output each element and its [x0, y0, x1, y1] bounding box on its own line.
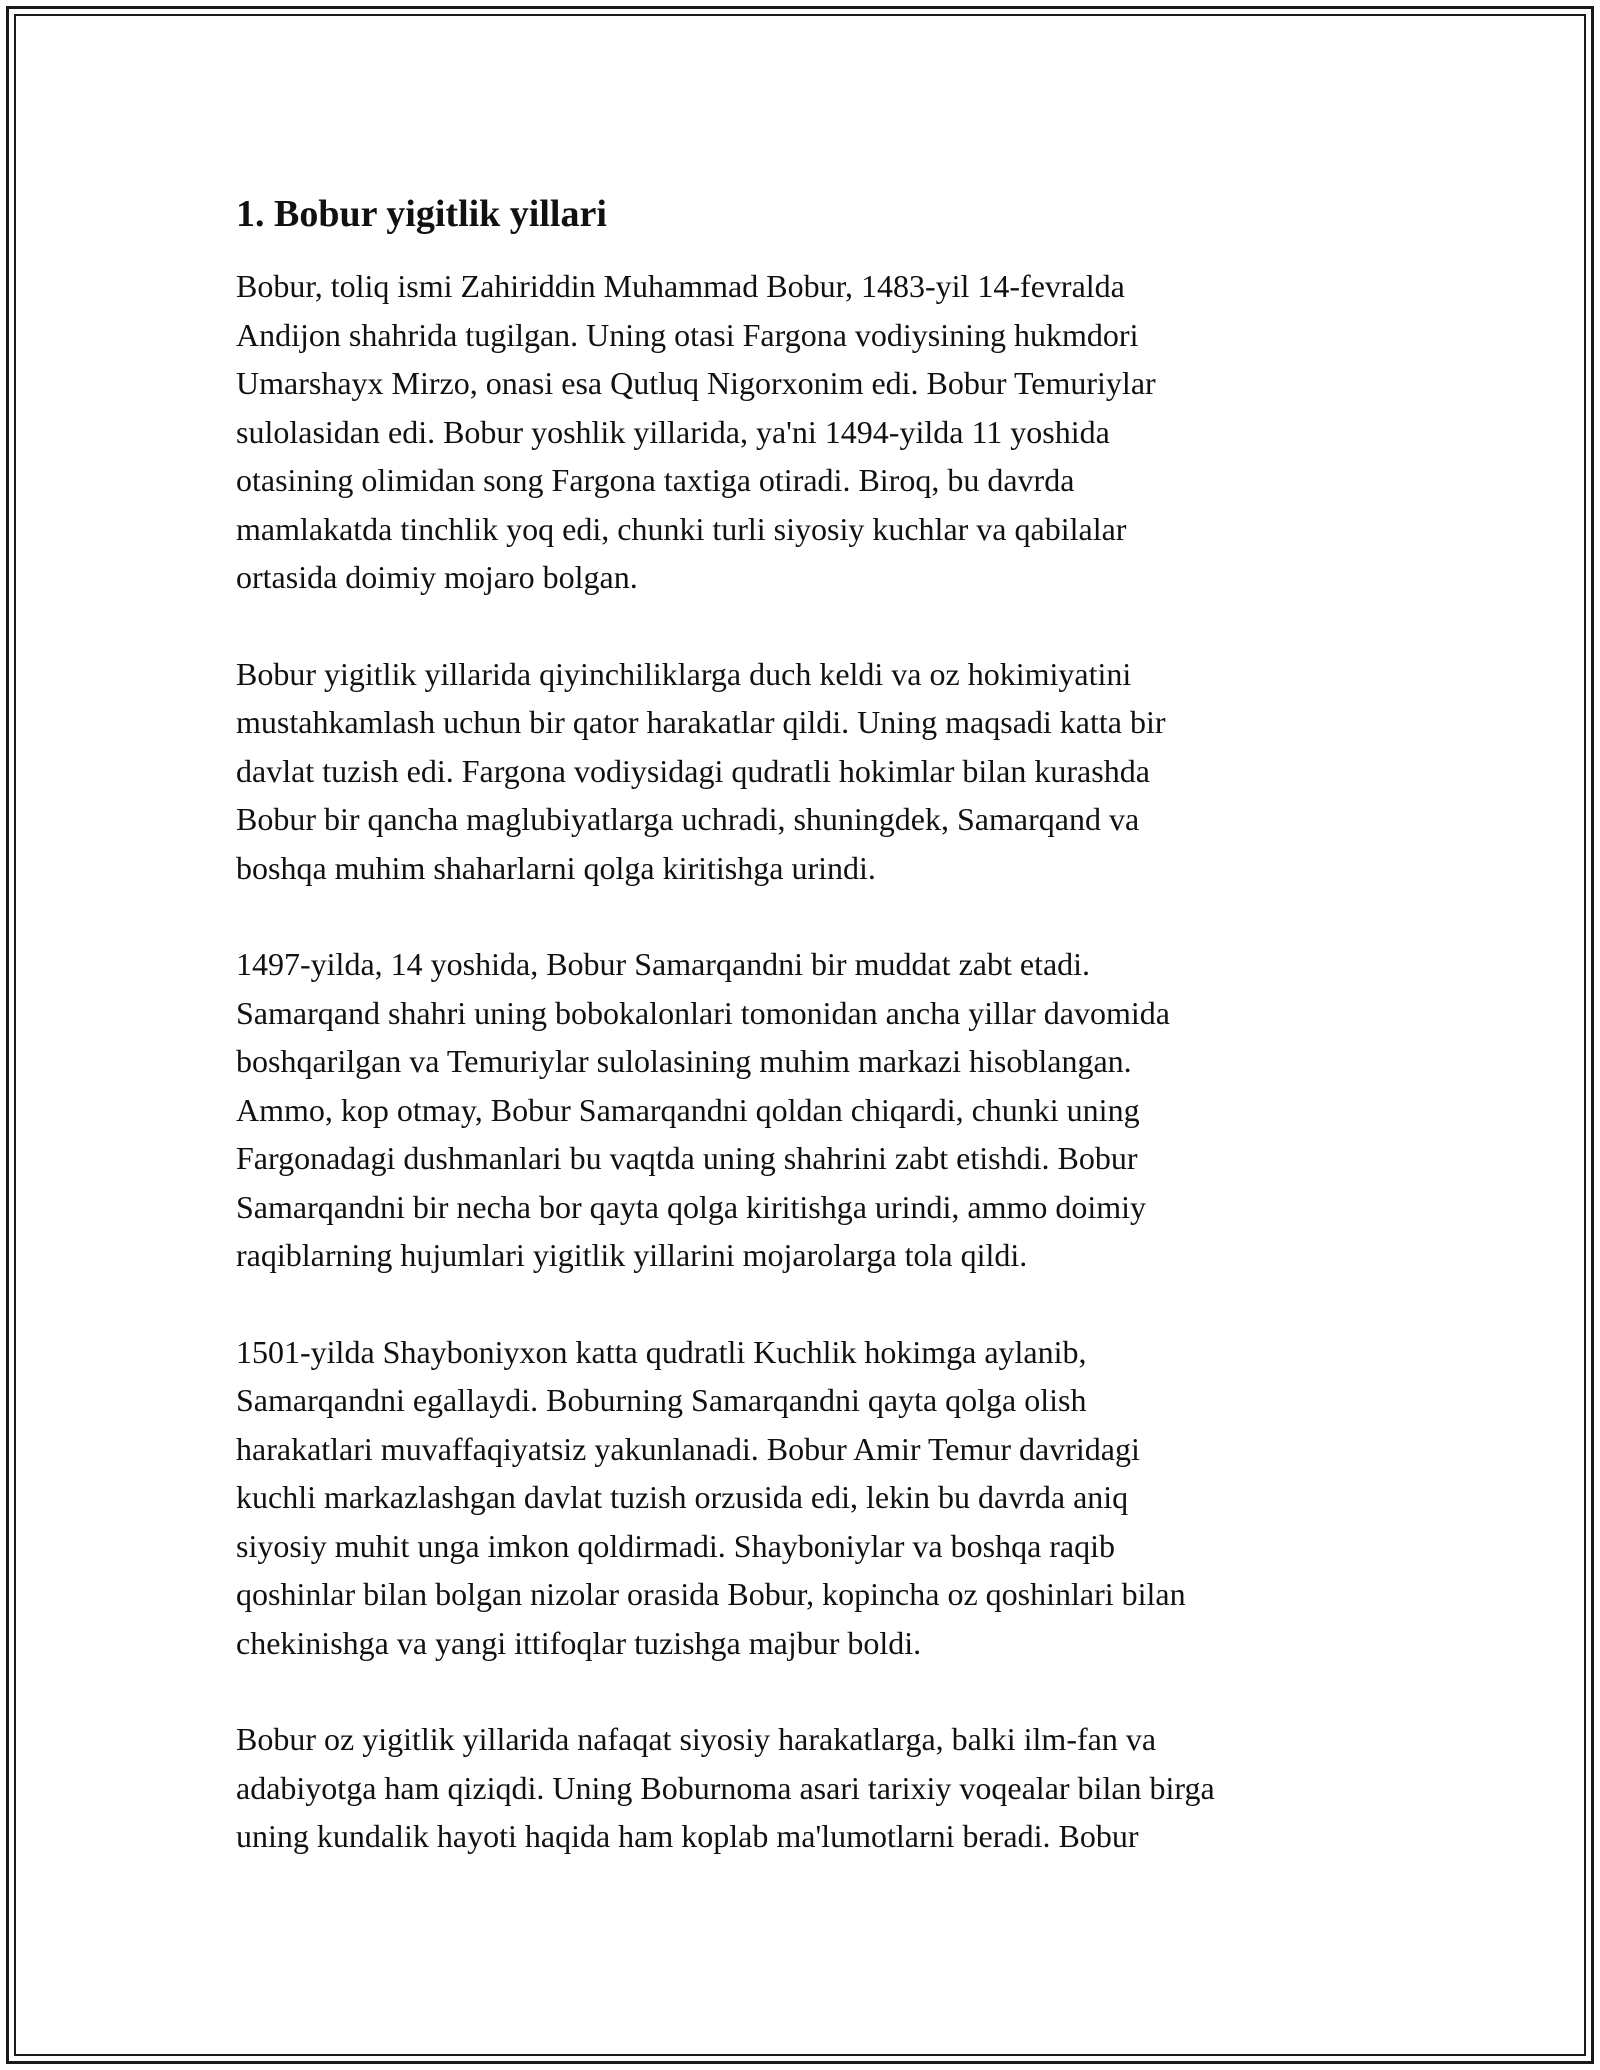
paragraph-2: Bobur yigitlik yillarida qiyinchiliklarga duch keldi va oz hokimiyatini mustahkamlash uchun bir qator harakatlar qildi. Uning maqsadi katta bir davlat tuzish edi. Fargona vodiysidagi qudratli hokimlar bilan kurashda Bobur bir qancha maglubiyatlarga uchradi, shuningdek, Samarqand va boshqa muhim shaharlarni qolga kiritishga urindi. — [236, 655, 1166, 886]
paragraph-5: Bobur oz yigitlik yillarida nafaqat siyosiy harakatlarga, balki ilm-fan va adabiyotga ham qiziqdi. Uning Boburnoma asari tarixiy voqealar bilan birga uning kundalik hayoti haqida ham koplab ma'lumotlarni beradi. Bobur — [236, 1721, 1215, 1854]
paragraph-3: 1497-yilda, 14 yoshida, Bobur Samarqandni bir muddat zabt etadi. Samarqand shahri uning bobokalonlari tomonidan ancha yillar davomida boshqarilgan va Temuriylar sulolasining muhim markazi hisoblangan. Ammo, kop otmay, Bobur Samarqandni qoldan chiqardi, chunki uning Fargonadagi dushmanlari bu vaqtda uning shahrini zabt etishdi. Bobur Samarqandni bir necha bor qayta qolga kiritishga urindi, ammo doimiy raqiblarning hujumlari yigitlik yillarini mojarolarga tola qildi. — [236, 946, 1170, 1273]
section-heading: 1. Bobur yigitlik yillari — [236, 193, 607, 235]
paragraph-1: Bobur, toliq ismi Zahiriddin Muhammad Bobur, 1483-yil 14-fevralda Andijon shahrida tugilgan. Uning otasi Fargona vodiysining hukmdori Umarshayx Mirzo, onasi esa Qutluq Nigorxonim edi. Bobur Temuriylar sulolasidan edi. Bobur yoshlik yillarida, ya'ni 1494-yilda 11 yoshida otasining olimidan song Fargona taxtiga otiradi. Biroq, bu davrda mamlakatda tinchlik yoq edi, chunki turli siyosiy kuchlar va qabilalar ortasida doimiy mojaro bolgan. — [236, 268, 1156, 595]
paragraph-4: 1501-yilda Shayboniyxon katta qudratli Kuchlik hokimga aylanib, Samarqandni egallaydi. Boburning Samarqandni qayta qolga olish harakatlari muvaffaqiyatsiz yakunlanadi. Bobur Amir Temur davridagi kuchli markazlashgan davlat tuzish orzusida edi, lekin bu davrda aniq siyosiy muhit unga imkon qoldirmadi. Shayboniylar va boshqa raqib qoshinlar bilan bolgan nizolar orasida Bobur, kopincha oz qoshinlari bilan chekinishga va yangi ittifoqlar tuzishga majbur boldi. — [236, 1333, 1186, 1661]
document-body — [236, 184, 1376, 1909]
